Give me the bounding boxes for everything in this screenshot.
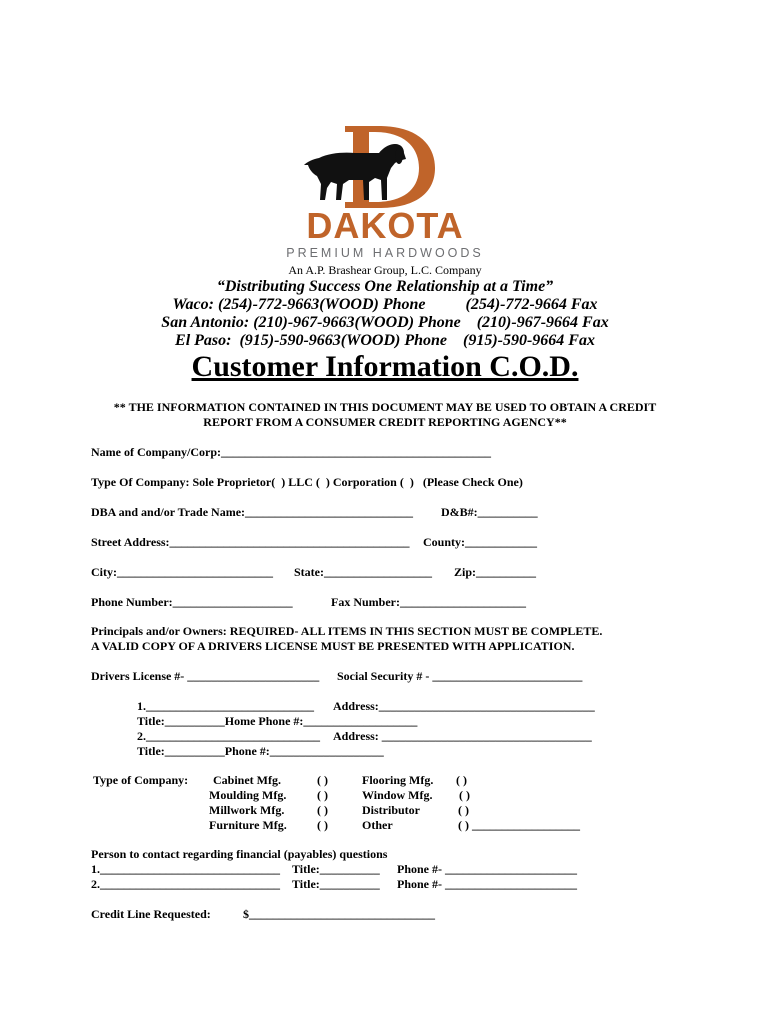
page-title: Customer Information C.O.D. (191, 350, 579, 383)
principal-2-address-field[interactable]: Address: ___________________________________ (333, 729, 592, 743)
business-option-label: Furniture Mfg. (209, 818, 287, 832)
credit-notice-line-2: REPORT FROM A CONSUMER CREDIT REPORTING AGENCY** (203, 415, 567, 429)
principals-heading-2: A VALID COPY OF A DRIVERS LICENSE MUST BE PRESENTED WITH APPLICATION. (91, 639, 575, 653)
business-option-checkbox[interactable]: ( ) (317, 788, 328, 802)
contact-1-phone-field[interactable]: Phone #- ______________________ (397, 862, 577, 876)
business-option-label: Window Mfg. (362, 788, 433, 802)
contact-2-title-field[interactable]: Title:__________ (292, 877, 380, 891)
phone-number-field[interactable]: Phone Number:____________________ (91, 595, 293, 609)
company-name-field[interactable]: Name of Company/Corp:_____________________________________________ (91, 445, 491, 459)
credit-line-field[interactable]: $_______________________________ (243, 907, 435, 921)
dakota-logo (283, 122, 487, 262)
brand-name: DAKOTA (306, 205, 464, 246)
business-option-label: Cabinet Mfg. (213, 773, 281, 787)
state-field[interactable]: State:__________________ (294, 565, 432, 579)
parent-company-note: An A.P. Brashear Group, L.C. Company (288, 263, 482, 277)
credit-line-label: Credit Line Requested: (91, 907, 211, 921)
principal-1-title-phone-field[interactable]: Title:__________Home Phone #:___________________ (137, 714, 418, 728)
san-antonio-contact: San Antonio: (210)-967-9663(WOOD) Phone (210)-967-9664 Fax (161, 314, 609, 331)
contacts-heading: Person to contact regarding financial (payables) questions (91, 847, 388, 861)
drivers-license-field[interactable]: Drivers License #- ______________________ (91, 669, 320, 683)
contact-1-title-field[interactable]: Title:__________ (292, 862, 380, 876)
fax-number-field[interactable]: Fax Number:_____________________ (331, 595, 526, 609)
slogan: “Distributing Success One Relationship at a Time” (216, 278, 554, 295)
principal-2-title-phone-field[interactable]: Title:__________Phone #:___________________ (137, 744, 384, 758)
el-paso-contact: El Paso: (915)-590-9663(WOOD) Phone (915)-590-9664 Fax (175, 332, 595, 349)
business-option-checkbox[interactable]: ( ) (458, 803, 469, 817)
contact-2-name-field[interactable]: 2.______________________________ (91, 877, 280, 891)
social-security-field[interactable]: Social Security # - _________________________ (337, 669, 583, 683)
business-option-label: Flooring Mfg. (362, 773, 434, 787)
business-option-checkbox[interactable]: ( ) (317, 818, 328, 832)
city-field[interactable]: City:__________________________ (91, 565, 273, 579)
principal-1-name-field[interactable]: 1.____________________________ (137, 699, 314, 713)
business-option-checkbox-other[interactable]: ( ) __________________ (458, 818, 580, 832)
business-type-label: Type of Company: (93, 773, 189, 787)
business-option-label: Millwork Mfg. (209, 803, 285, 817)
contact-1-name-field[interactable]: 1.______________________________ (91, 862, 280, 876)
business-option-checkbox[interactable]: ( ) (456, 773, 467, 787)
company-type-field[interactable]: Type Of Company: Sole Proprietor( ) LLC ( ) Corporation ( ) (Please Check One) (91, 475, 523, 489)
dba-field[interactable]: DBA and and/or Trade Name:____________________________ (91, 505, 414, 519)
waco-contact: Waco: (254)-772-9663(WOOD) Phone (254)-772-9664 Fax (172, 296, 598, 313)
zip-field[interactable]: Zip:__________ (454, 565, 537, 579)
business-option-checkbox[interactable]: ( ) (459, 788, 470, 802)
business-option-checkbox[interactable]: ( ) (317, 803, 328, 817)
principals-heading-1: Principals and/or Owners: REQUIRED- ALL ITEMS IN THIS SECTION MUST BE COMPLETE. (91, 624, 603, 638)
principal-2-name-field[interactable]: 2._____________________________ (137, 729, 320, 743)
business-option-checkbox[interactable]: ( ) (317, 773, 328, 787)
credit-notice-line-1: ** THE INFORMATION CONTAINED IN THIS DOCUMENT MAY BE USED TO OBTAIN A CREDIT (113, 400, 657, 414)
business-option-label: Moulding Mfg. (209, 788, 287, 802)
business-option-label: Distributor (362, 803, 420, 817)
county-field[interactable]: County:____________ (423, 535, 538, 549)
brand-subtitle: PREMIUM HARDWOODS (286, 246, 484, 260)
principal-1-address-field[interactable]: Address:____________________________________ (333, 699, 595, 713)
business-option-label: Other (362, 818, 393, 832)
contact-2-phone-field[interactable]: Phone #- ______________________ (397, 877, 577, 891)
street-address-field[interactable]: Street Address:________________________________________ (91, 535, 410, 549)
dnb-field[interactable]: D&B#:__________ (441, 505, 538, 519)
